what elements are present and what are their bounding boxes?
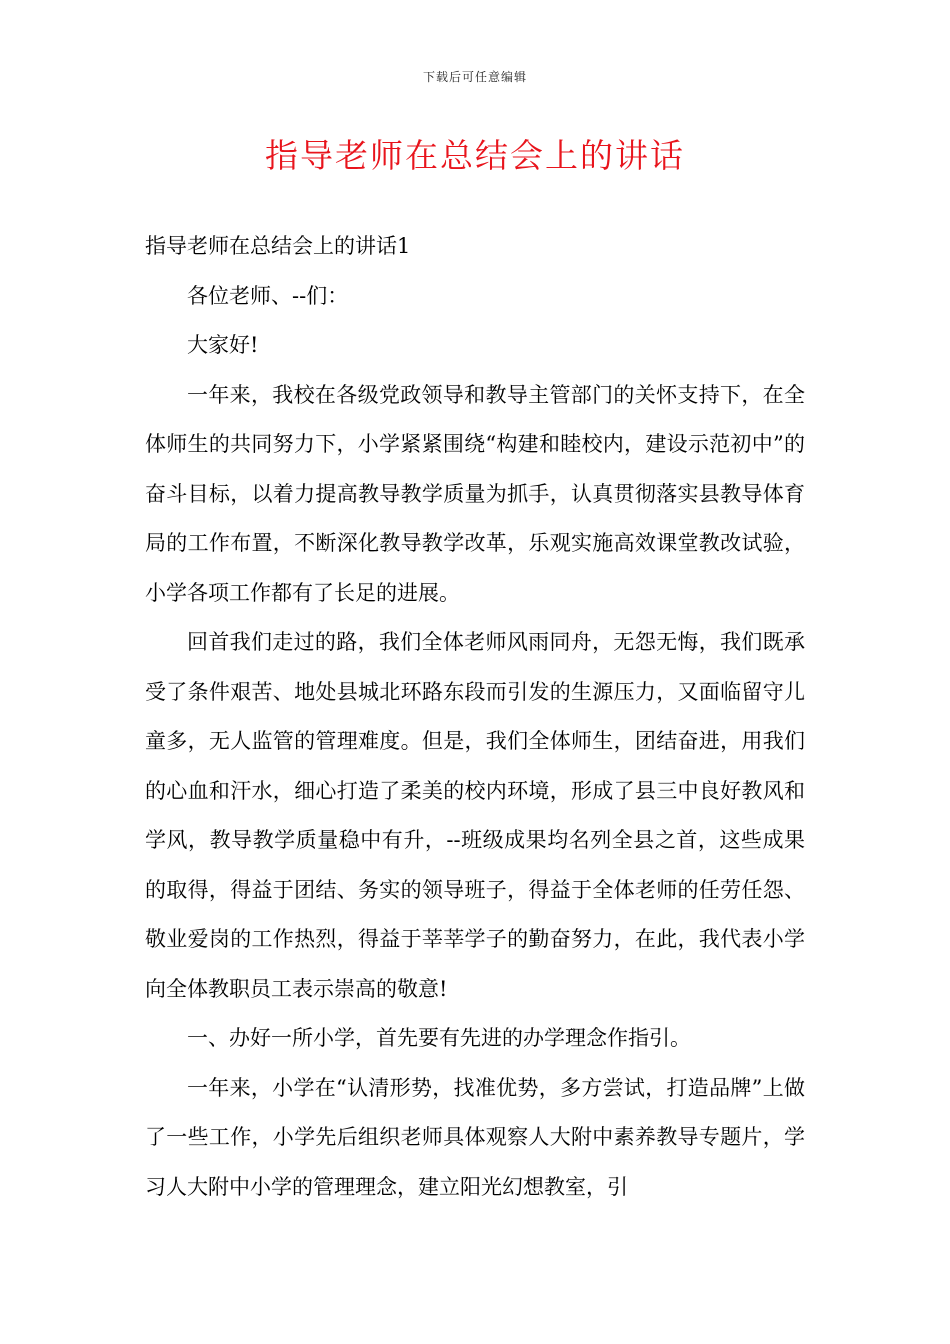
document-body <box>145 222 805 1212</box>
greeting-paragraph: 大家好! <box>187 333 259 357</box>
body-paragraph: 一年来，小学在“认清形势，找准优势，多方尝试，打造品牌”上做了一些工作，小学先后组织老师具体观察人大附中素养教导专题片，学习人大附中小学的管理理念，建立阳光幻想教室，引 <box>145 1075 805 1199</box>
header-note: 下载后可任意编辑 <box>422 70 527 84</box>
document-title: 指导老师在总结会上的讲话 <box>265 136 685 175</box>
salutation-paragraph: 各位老师、--们： <box>187 283 349 308</box>
body-paragraph: 回首我们走过的路，我们全体老师风雨同舟，无怨无悔，我们既承受了条件艰苦、地处县城北环路东段而引发的生源压力，又面临留守儿童多，无人监管的管理难度。但是，我们全体师生，团结奋进，用我们的心血和汗水，细心打造了柔美的校内环境，形成了县三中良好教风和学风，教导教学质量稳中有升，--班级成果均名列全县之首，这些成果的取得，得益于团结、务实的领导班子，得益于全体老师的任劳任怨、敬业爱岗的工作热烈，得益于莘莘学子的勤奋努力，在此，我代表小学向全体教职员工表示崇高的敬意! <box>145 630 805 1001</box>
section-heading-paragraph: 一、办好一所小学，首先要有先进的办学理念作指引。 <box>187 1026 691 1050</box>
section-subtitle: 指导老师在总结会上的讲话1 <box>145 234 411 258</box>
body-paragraph: 一年来，我校在各级党政领导和教导主管部门的关怀支持下，在全体师生的共同努力下，小学紧紧围绕“构建和睦校内，建设示范初中”的奋斗目标，以着力提高教导教学质量为抓手，认真贯彻落实县教导体育局的工作布置，不断深化教导教学改革，乐观实施高效课堂教改试验，小学各项工作都有了长足的进展。 <box>145 382 805 605</box>
